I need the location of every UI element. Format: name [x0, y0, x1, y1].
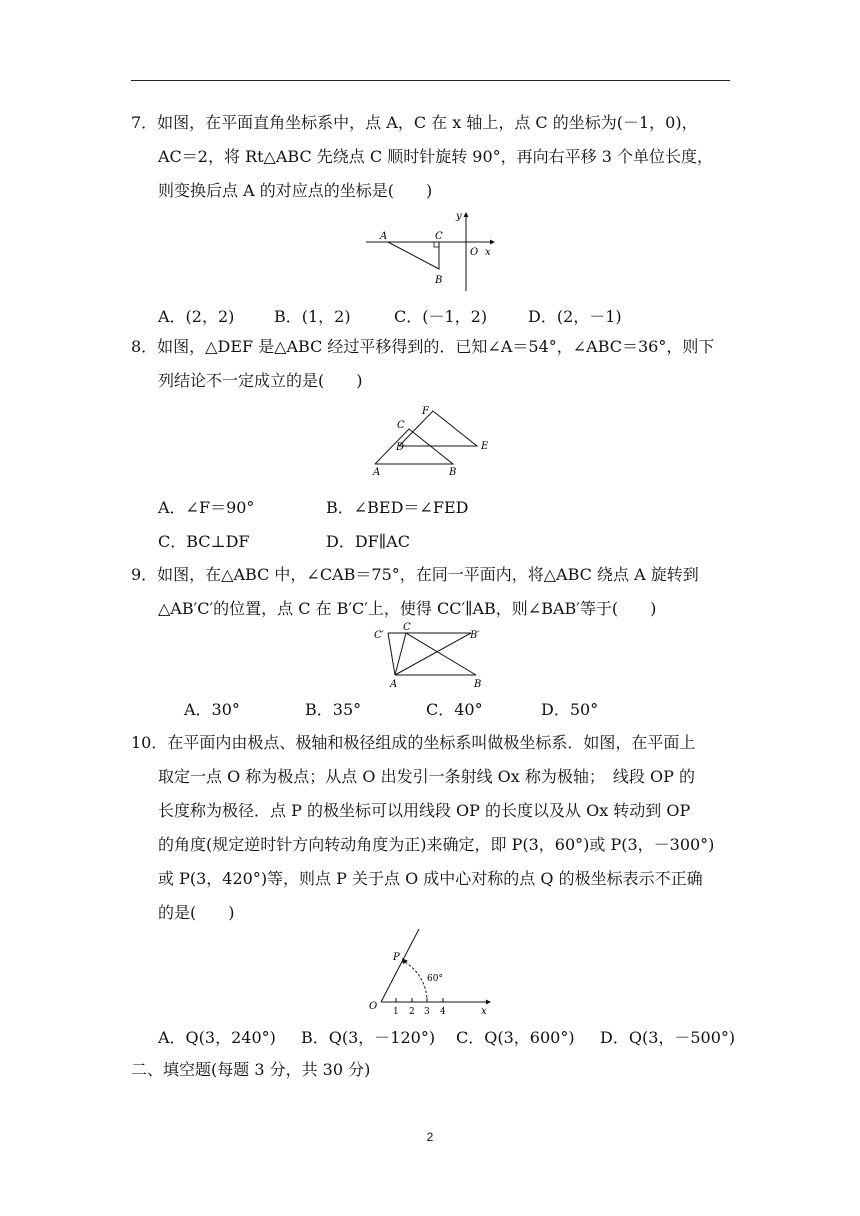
header-rule	[131, 80, 730, 81]
q10-label-x: x	[481, 1006, 487, 1017]
q7-figure	[360, 205, 500, 295]
q9-line-1: 9．如图，在△ABC 中，∠CAB＝75°，在同一平面内，将△ABC 绕点 A 旋转到	[131, 565, 699, 584]
q8-line-1: 8．如图，△DEF 是△ABC 经过平移得到的．已知∠A＝54°，∠ABC＝36°，则下	[131, 337, 715, 356]
q9-option-c[interactable]: C．40°	[426, 700, 483, 719]
q8-option-b[interactable]: B．∠BED＝∠FED	[326, 498, 469, 517]
q10-option-a[interactable]: A．Q(3，240°)	[158, 1028, 276, 1047]
q8-option-c[interactable]: C．BC⊥DF	[158, 532, 250, 551]
section-heading: 二、填空题(每题 3 分，共 30 分)	[131, 1060, 371, 1079]
q7-label-x: x	[485, 247, 491, 258]
question-9	[131, 558, 730, 626]
q10-option-c[interactable]: C．Q(3，600°)	[456, 1028, 575, 1047]
q10-tick-2: 2	[409, 1007, 415, 1017]
q8-label-D: D	[396, 442, 405, 453]
q8-option-d[interactable]: D．DF∥AC	[326, 532, 410, 551]
q7-line-3: 则变换后点 A 的对应点的坐标是( )	[158, 181, 433, 200]
q9-label-C1: C′	[374, 630, 384, 641]
q10-option-b[interactable]: B．Q(3，－120°)	[301, 1028, 436, 1047]
q9-line-2: △AB′C′的位置，点 C 在 B′C′上，使得 CC′∥AB，则∠BAB′等于( )	[158, 599, 657, 618]
q9-option-a[interactable]: A．30°	[184, 700, 240, 719]
q7-label-B: B	[435, 275, 443, 286]
q8-line-2: 列结论不一定成立的是( )	[158, 371, 363, 390]
q9-label-C: C	[403, 622, 411, 633]
q7-label-O: O	[470, 247, 479, 258]
q10-line-2: 取定一点 O 称为极点；从点 O 出发引一条射线 Ox 称为极轴； 线段 OP 的	[158, 767, 695, 786]
q10-option-d[interactable]: D．Q(3，－500°)	[600, 1028, 736, 1047]
q10-line-5: 或 P(3，420°)等，则点 P 关于点 O 成中心对称的点 Q 的极坐标表示不正确	[158, 869, 703, 888]
q8-label-A: A	[373, 467, 381, 478]
q10-label-angle: 60°	[427, 974, 443, 984]
q8-label-F: F	[422, 406, 429, 417]
q10-tick-3: 3	[424, 1007, 430, 1017]
q10-label-O: O	[369, 1001, 378, 1012]
q9-option-b[interactable]: B．35°	[305, 700, 362, 719]
question-7	[131, 106, 730, 208]
q10-figure	[365, 925, 495, 1015]
q8-label-E: E	[481, 441, 489, 452]
q8-label-B: B	[449, 467, 457, 478]
q7-label-A: A	[380, 231, 388, 242]
q7-option-d[interactable]: D．(2，－1)	[528, 307, 622, 326]
q10-line-3: 长度称为极径．点 P 的极坐标可以用线段 OP 的长度以及从 Ox 转动到 OP	[158, 801, 691, 820]
page-number: 2	[426, 1130, 434, 1144]
q7-label-y: y	[456, 211, 462, 222]
q10-line-4: 的角度(规定逆时针方向转动角度为正)来确定，即 P(3，60°)或 P(3，－300°)	[158, 835, 715, 854]
question-10	[131, 726, 730, 930]
q9-label-B: B	[474, 679, 482, 690]
question-8	[131, 330, 730, 398]
q10-line-1: 10．在平面内由极点、极轴和极径组成的坐标系叫做极坐标系．如图，在平面上	[131, 733, 696, 752]
q7-line-1: 7．如图，在平面直角坐标系中，点 A，C 在 x 轴上，点 C 的坐标为(－1，0)，	[131, 113, 698, 132]
q10-tick-4: 4	[440, 1007, 446, 1017]
q7-option-a[interactable]: A．(2，2)	[158, 307, 235, 326]
q7-label-C: C	[435, 231, 443, 242]
q10-label-P: P	[393, 952, 400, 963]
q9-figure	[368, 622, 493, 692]
q8-label-C: C	[397, 420, 405, 431]
q9-label-A: A	[390, 679, 398, 690]
q10-tick-1: 1	[393, 1007, 399, 1017]
q7-option-c[interactable]: C．(－1，2)	[394, 307, 488, 326]
q9-option-d[interactable]: D．50°	[541, 700, 599, 719]
q9-label-B1: B′	[470, 630, 480, 641]
q7-line-2: AC＝2，将 Rt△ABC 先绕点 C 顺时针旋转 90°，再向右平移 3 个单位长度，	[158, 147, 713, 166]
q8-figure	[365, 400, 500, 480]
q8-option-a[interactable]: A．∠F＝90°	[158, 498, 255, 517]
q7-option-b[interactable]: B．(1，2)	[274, 307, 351, 326]
q10-line-6: 的是( )	[158, 903, 235, 922]
